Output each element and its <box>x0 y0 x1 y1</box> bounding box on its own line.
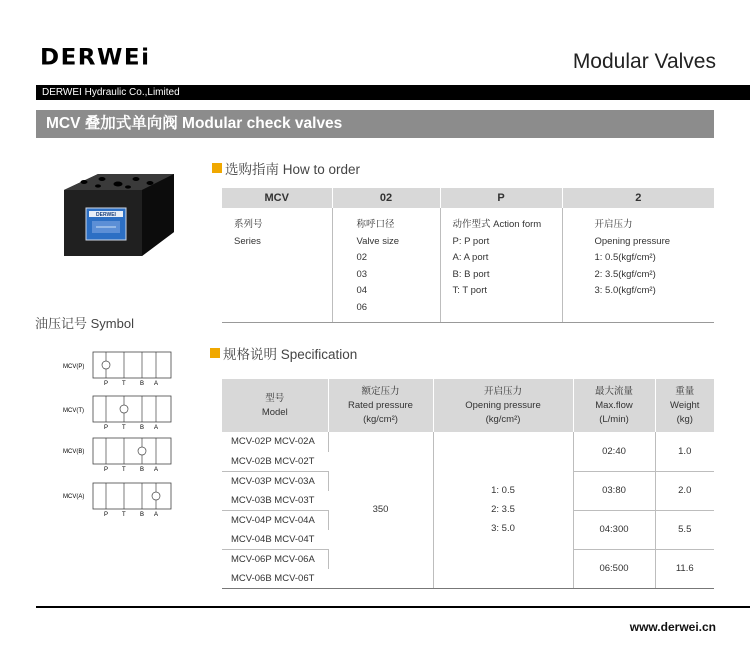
order-col-series: MCV <box>222 188 332 208</box>
port-label: B <box>140 467 145 473</box>
spec-col-model: 型号 Model <box>222 379 328 432</box>
model-cell: MCV-04B MCV-04T <box>222 530 328 550</box>
order-series-cell: 系列号 Series <box>222 208 332 323</box>
port-label: P <box>104 467 109 473</box>
website-link[interactable]: www.derwei.cn <box>629 620 716 634</box>
opening-pressure-cell: 1: 0.5 2: 3.5 3: 5.0 <box>433 432 573 588</box>
weight-cell: 1.0 <box>655 432 714 471</box>
product-plate-label: DERWEI <box>96 212 116 218</box>
port-label: T <box>122 425 126 431</box>
model-cell: MCV-03B MCV-03T <box>222 491 328 511</box>
hydraulic-symbols <box>58 350 193 525</box>
symbol-heading: 油压记号 Symbol <box>35 316 134 331</box>
specification-heading: 规格说明 Specification <box>210 343 357 363</box>
order-col-size: 02 <box>332 188 440 208</box>
max-flow-cell: 04:300 <box>573 510 655 549</box>
port-label: B <box>140 381 145 387</box>
symbol-label-mcv-b: MCV(B) <box>63 449 85 455</box>
spec-col-max-flow: 最大流量 Max.flow (L/min) <box>573 379 655 432</box>
max-flow-cell: 06:500 <box>573 549 655 588</box>
model-cell: MCV-02B MCV-02T <box>222 452 328 472</box>
section-title: MCV 叠加式单向阀 Modular check valves <box>46 115 343 132</box>
specification-table <box>222 379 714 589</box>
valve-product-image <box>58 170 176 258</box>
order-body-row <box>222 208 714 323</box>
spec-col-rated-pressure: 额定压力 Rated pressure (kg/cm²) <box>328 379 433 432</box>
port-label: A <box>154 425 159 431</box>
bullet-square-icon <box>210 348 220 358</box>
how-to-order-table <box>222 188 714 323</box>
document-title: Modular Valves <box>572 50 716 73</box>
max-flow-cell: 03:80 <box>573 471 655 510</box>
symbol-mcv-p <box>63 352 171 387</box>
port-label: A <box>154 467 159 473</box>
port-label: B <box>140 425 145 431</box>
order-size-cell: 称呼口径 Valve size 02 03 04 06 <box>332 208 440 323</box>
model-cell: MCV-06B MCV-06T <box>222 569 328 589</box>
weight-cell: 5.5 <box>655 510 714 549</box>
port-label: P <box>104 381 109 387</box>
symbol-label-mcv-p: MCV(P) <box>63 364 85 370</box>
model-cell: MCV-06P MCV-06A <box>222 549 328 569</box>
order-col-action: P <box>440 188 562 208</box>
port-label: T <box>122 467 126 473</box>
port-label: A <box>154 512 159 518</box>
order-action-cell: 动作型式 Action form P: P port A: A port B: B port T: T port <box>440 208 562 323</box>
weight-cell: 2.0 <box>655 471 714 510</box>
spec-col-opening-pressure: 开启压力 Opening pressure (kg/cm²) <box>433 379 573 432</box>
spec-col-weight: 重量 Weight (kg) <box>655 379 714 432</box>
max-flow-cell: 02:40 <box>573 432 655 471</box>
port-label: T <box>122 512 126 518</box>
port-label: B <box>140 512 145 518</box>
model-cell: MCV-04P MCV-04A <box>222 510 328 530</box>
port-label: P <box>104 425 109 431</box>
footer-divider <box>36 606 750 608</box>
how-to-order-heading: 选购指南 How to order <box>212 158 360 178</box>
port-label: A <box>154 381 159 387</box>
order-col-pressure: 2 <box>562 188 714 208</box>
brand-logo: DERWEi <box>40 45 151 71</box>
symbol-mcv-t <box>63 396 171 431</box>
order-pressure-cell: 开启压力 Opening pressure 1: 0.5(kgf/cm²) 2: 3.5(kgf/cm²) 3: 5.0(kgf/cm²) <box>562 208 714 323</box>
model-cell: MCV-02P MCV-02A <box>222 432 328 452</box>
rated-pressure-cell: 350 <box>328 432 433 588</box>
model-cell: MCV-03P MCV-03A <box>222 471 328 491</box>
weight-cell: 11.6 <box>655 549 714 588</box>
symbol-label-mcv-a: MCV(A) <box>63 494 85 500</box>
spec-header-row <box>222 379 714 432</box>
table-row <box>222 432 714 452</box>
port-label: P <box>104 512 109 518</box>
symbol-mcv-a <box>63 483 171 518</box>
company-name: DERWEI Hydraulic Co.,Limited <box>42 87 180 98</box>
port-label: T <box>122 381 126 387</box>
symbol-label-mcv-t: MCV(T) <box>63 408 84 414</box>
bullet-square-icon <box>212 163 222 173</box>
order-header-row <box>222 188 714 208</box>
symbol-mcv-b <box>63 438 171 473</box>
